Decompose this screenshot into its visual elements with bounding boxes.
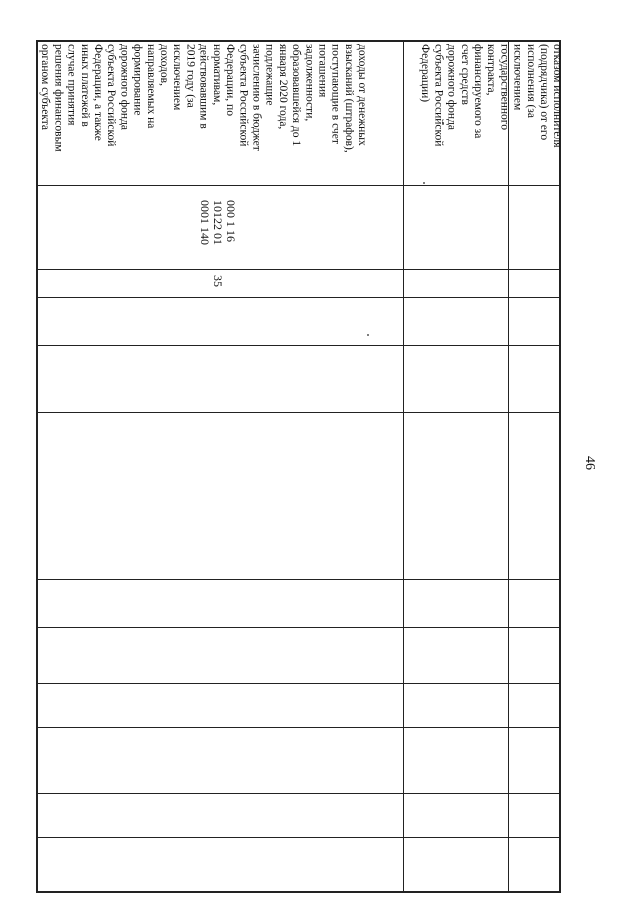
- table-border: [36, 40, 38, 893]
- row-number: 35: [211, 275, 225, 287]
- table-row-line: [36, 727, 561, 728]
- table-cell-text-main: доходы от денежных взысканий (штрафов), поступающие в счет погашения задолженности, образовавшейся до 1 января 2020 года, подлежащие зачислению в бюджет субъекта Российской Федерации, по нормативам, действовавшим в 2019 году (за исключением доходов, направляемых на формирование дорожного фонда субъекта Российской Федерации, а также иных платежей в случае принятия решения финансовым органом субъекта: [39, 44, 369, 153]
- table-cell-text-top: отказом исполнителя (подрядчика) от его исполнения (за исключением государственного контракта, финансируемого за счет средств дорожного фонда субъекта Российской Федерации): [419, 44, 564, 148]
- table-row-line: [36, 683, 561, 684]
- table-row-line: [36, 579, 561, 580]
- table-row-line: [36, 837, 561, 838]
- table-border: [36, 40, 561, 42]
- rotated-table: [36, 40, 564, 893]
- table-border: [559, 40, 561, 893]
- table-border: [36, 891, 561, 893]
- table-row-line: [36, 269, 561, 270]
- table-row-line: [36, 297, 561, 298]
- table-column-line: [403, 40, 404, 893]
- table-row-line: [36, 185, 561, 186]
- table-row-line: [36, 412, 561, 413]
- table-row-line: [36, 793, 561, 794]
- table-column-line: [508, 40, 509, 893]
- budget-classification-code: 000 1 16 10122 01 0001 140: [198, 200, 238, 245]
- table-row-line: [36, 627, 561, 628]
- table-row-line: [36, 345, 561, 346]
- page-number: 46: [582, 456, 597, 470]
